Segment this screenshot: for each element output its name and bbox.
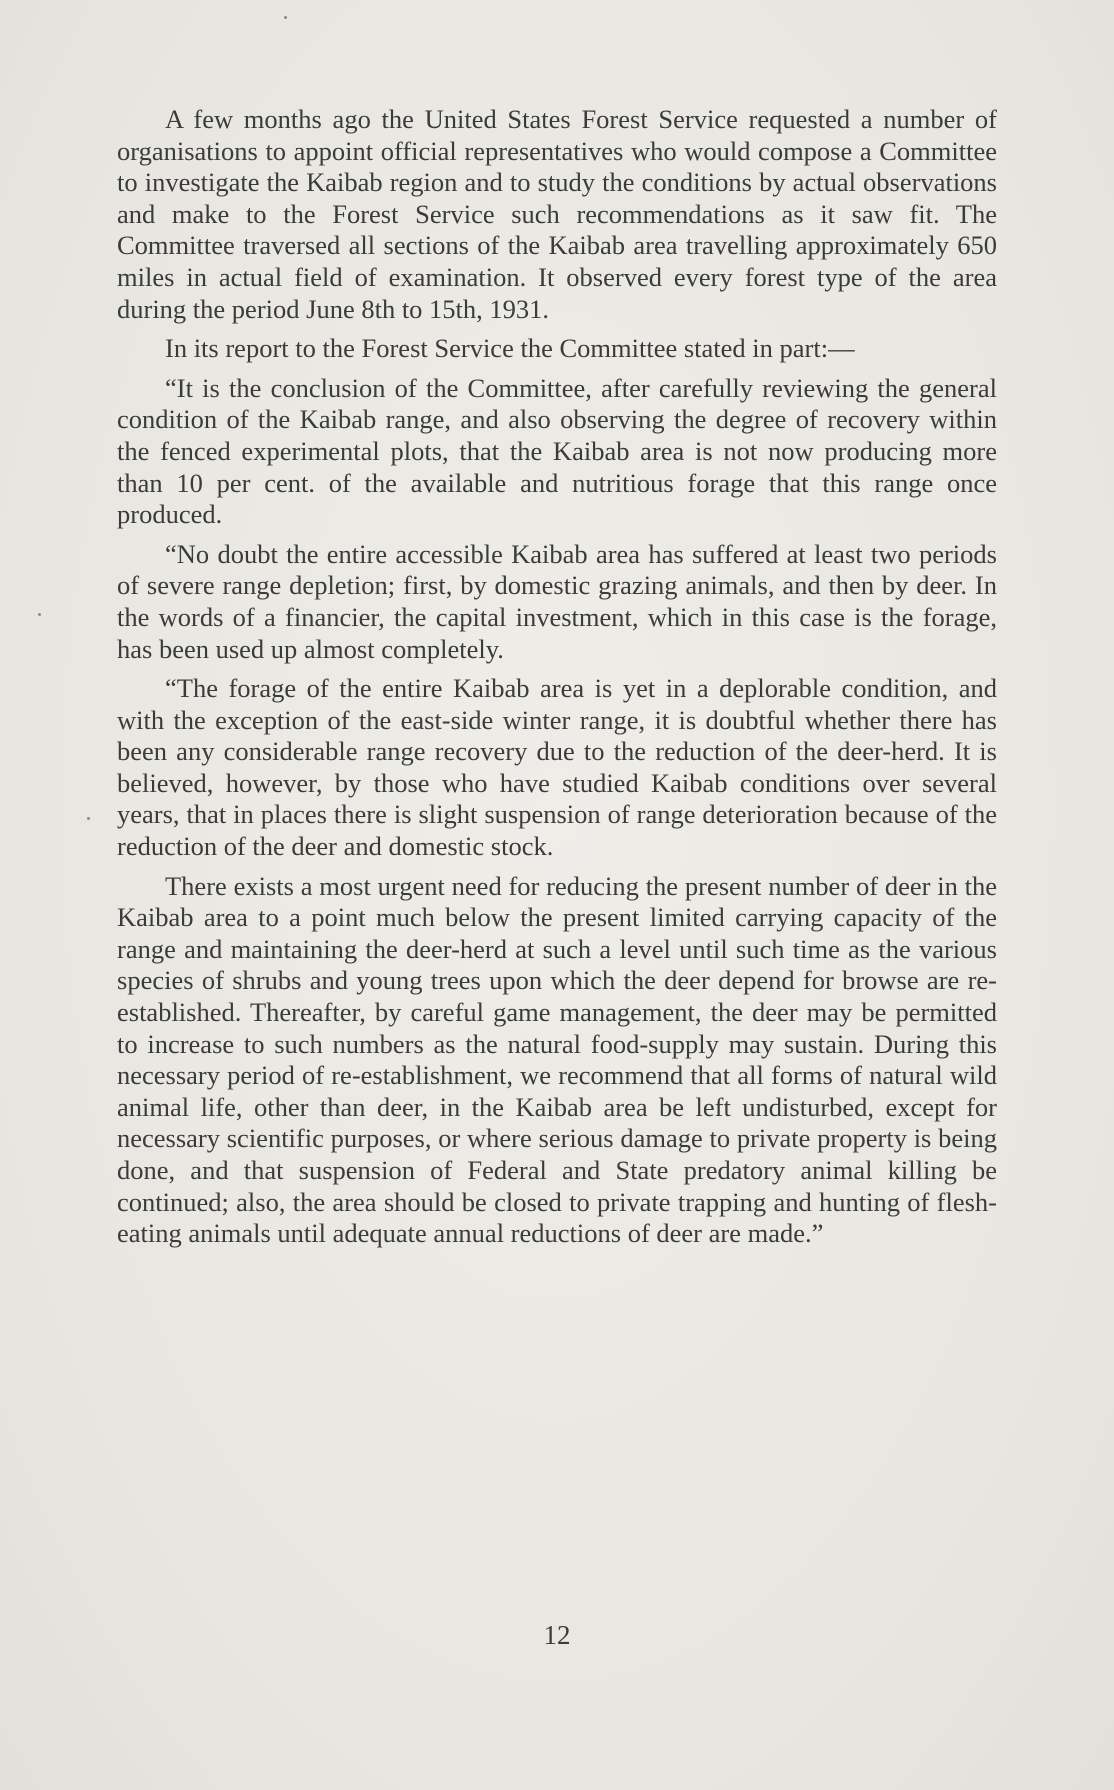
body-text	[117, 104, 997, 1258]
paragraph-quote-range-depletion: “No doubt the entire accessible Kaibab area has suffered at least two periods of severe range depletion; first, by domestic grazing animals, and then by deer. In the words of a financier, the capital investment, which in this case is the forage, has been used up almost completely.	[117, 538, 997, 664]
paper-speck	[284, 16, 287, 19]
paragraph-quote-deplorable-condition: “The forage of the entire Kaibab area is yet in a deplorable condition, and with the exception of the east-side winter range, it is doubtful whether there has been any considerable range recovery due to the reduction of the deer-herd. It is believed, however, by those who have studied Kaibab conditions over several years, that in places there is slight suspension of range deterioration because of the reduction of the deer and domestic stock.	[117, 673, 997, 862]
paragraph-recommendation: There exists a most urgent need for reducing the present number of deer in the Kaibab area to a point much below the present limited carrying capacity of the range and maintaining the deer-herd at such a level until such time as the various species of shrubs and young trees upon which the deer depend for browse are re-established. Thereafter, by careful game management, the deer may be permitted to increase to such numbers as the natural food-supply may sustain. During this necessary period of re-establishment, we recommend that all forms of natural wild animal life, other than deer, in the Kaibab area be left undisturbed, except for necessary scientific purposes, or where serious damage to private property is being done, and that suspension of Federal and State predatory animal killing be continued; also, the area should be closed to private trapping and hunting of flesh-eating animals until adequate annual reductions of deer are made.”	[117, 870, 997, 1249]
paper-speck	[87, 817, 90, 820]
paragraph-committee-formation: A few months ago the United States Forest Service requested a number of organisations to appoint official representatives who would compose a Committee to investigate the Kaibab region and to study the conditions by actual observations and make to the Forest Service such recommendations as it saw fit. The Committee traversed all sections of the Kaibab area travelling approximately 650 miles in actual field of examination. It observed every forest type of the area during the period June 8th to 15th, 1931.	[117, 104, 997, 324]
paragraph-quote-forage-conclusion: “It is the conclusion of the Committee, after carefully reviewing the general condition of the Kaibab range, and also observing the degree of recovery within the fenced experimental plots, that the Kaibab area is not now producing more than 10 per cent. of the available and nutritious forage that this range once produced.	[117, 372, 997, 530]
paper-speck	[38, 613, 41, 616]
paragraph-report-intro: In its report to the Forest Service the Committee stated in part:—	[165, 333, 855, 364]
page-number: 12	[543, 1620, 571, 1650]
